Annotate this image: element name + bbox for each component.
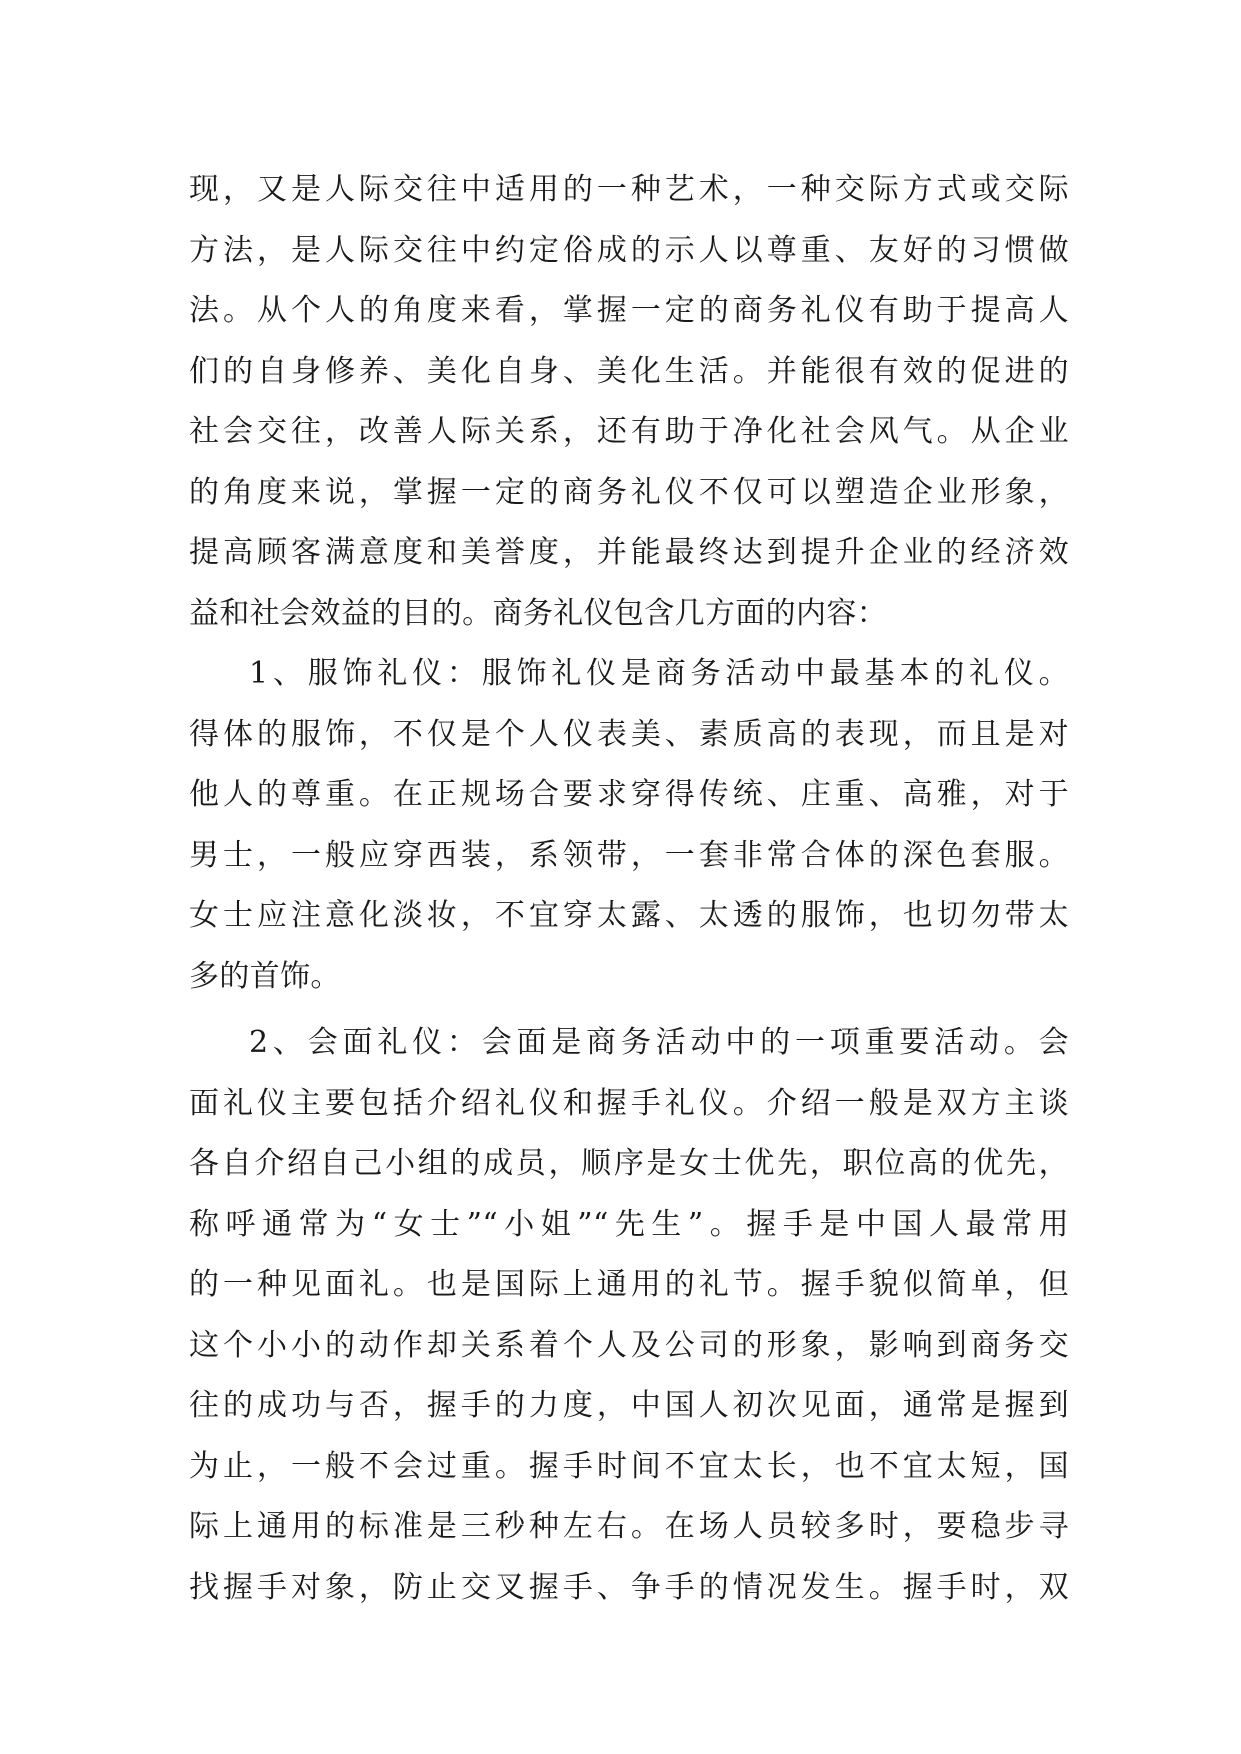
text-line: 为止，一般不会过重。握手时间不宜太长，也不宜太短，国 bbox=[189, 1448, 1069, 1484]
text-line: 提高顾客满意度和美誉度，并能最终达到提升企业的经济效 bbox=[189, 535, 1069, 570]
text-line: 男士，一般应穿西装，系领带，一套非常合体的深色套服。 bbox=[189, 837, 1069, 873]
text-line: 际上通用的标准是三秒种左右。在场人员较多时，要稳步寻 bbox=[189, 1509, 1069, 1544]
paragraph-dress-etiquette bbox=[189, 644, 1069, 1007]
text-line: 称呼通常为“女士”“小姐”“先生”。握手是中国人最常用 bbox=[189, 1206, 1069, 1242]
text-line: 现，又是人际交往中适用的一种艺术，一种交际方式或交际 bbox=[189, 172, 1069, 207]
text-line: 往的成功与否，握手的力度，中国人初次见面，通常是握到 bbox=[189, 1388, 1069, 1423]
text-line: 方法，是人际交往中约定俗成的示人以尊重、友好的习惯做 bbox=[189, 232, 1069, 268]
text-line: 1、服饰礼仪：服饰礼仪是商务活动中最基本的礼仪。 bbox=[249, 656, 1069, 691]
text-line: 女士应注意化淡妆，不宜穿太露、太透的服饰，也切勿带太 bbox=[189, 898, 1069, 933]
text-line: 得体的服饰，不仅是个人仪表美、素质高的表现，而且是对 bbox=[189, 716, 1069, 752]
text-line: 各自介绍自己小组的成员，顺序是女士优先，职位高的优先， bbox=[189, 1146, 1069, 1181]
paragraph-meeting-etiquette bbox=[189, 1013, 1069, 1618]
text-line: 社会交往，改善人际关系，还有助于净化社会风气。从企业 bbox=[189, 414, 1069, 449]
text-line: 多的首饰。 bbox=[189, 958, 341, 994]
text-line: 面礼仪主要包括介绍礼仪和握手礼仪。介绍一般是双方主谈 bbox=[189, 1085, 1069, 1121]
text-line: 他人的尊重。在正规场合要求穿得传统、庄重、高雅，对于 bbox=[189, 777, 1069, 812]
text-line: 找握手对象，防止交叉握手、争手的情况发生。握手时，双 bbox=[189, 1569, 1069, 1605]
paragraph-intro bbox=[189, 160, 1069, 644]
text-line: 法。从个人的角度来看，掌握一定的商务礼仪有助于提高人 bbox=[189, 293, 1069, 328]
text-line: 这个小小的动作却关系着个人及公司的形象，影响到商务交 bbox=[189, 1327, 1069, 1363]
text-line: 益和社会效益的目的。商务礼仪包含几方面的内容： bbox=[189, 595, 888, 631]
text-line: 的角度来说，掌握一定的商务礼仪不仅可以塑造企业形象， bbox=[189, 474, 1069, 510]
document-body bbox=[189, 160, 1069, 1618]
text-line: 2、会面礼仪：会面是商务活动中的一项重要活动。会 bbox=[249, 1025, 1069, 1060]
text-line: 的一种见面礼。也是国际上通用的礼节。握手貌似简单，但 bbox=[189, 1267, 1069, 1302]
text-line: 们的自身修养、美化自身、美化生活。并能很有效的促进的 bbox=[189, 353, 1069, 389]
